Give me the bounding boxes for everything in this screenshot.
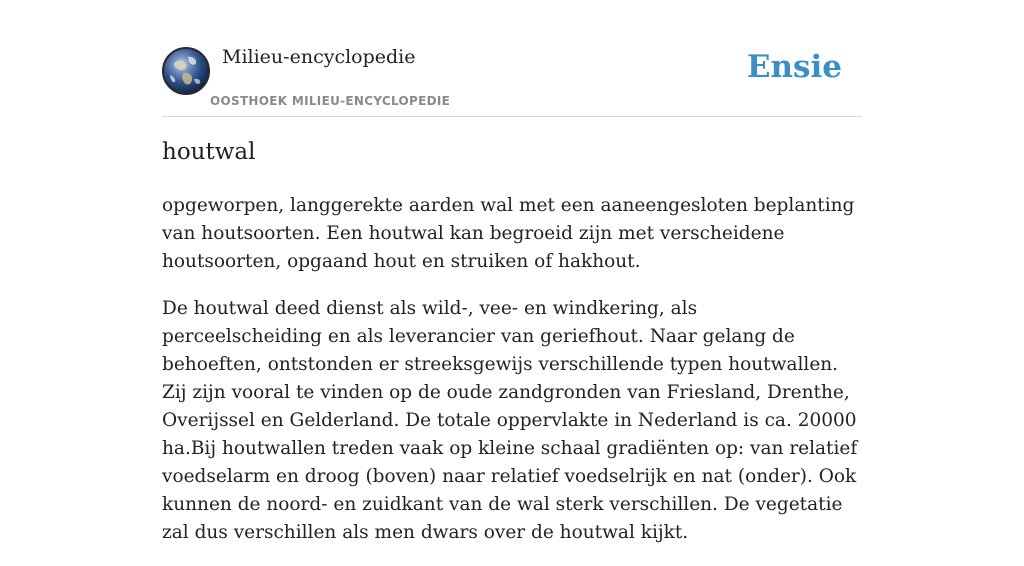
article-paragraph: De houtwal deed dienst als wild-, vee- en windkering, als perceelscheiding en als leverancier van geriefhout. Naar gelang de behoeften, ontstonden er streeksgewijs verschillende typen houtwallen. Zij zijn vooral te vinden op de oude zandgronden van Friesland, Drenthe, Overijssel en Gelderland. De totale oppervlakte in Nederland is ca. 20000 ha.Bij houtwallen treden vaak op kleine schaal gradiënten op: van relatief voedselarm en droog (boven) naar relatief voedselrijk en nat (onder). Ook kunnen de noord- en zuidkant van de wal sterk verschillen. De vegetatie zal dus verschillen als men dwars over de houtwal kijkt. — [162, 298, 858, 543]
site-subtitle[interactable]: OOSTHOEK MILIEU-ENCYCLOPEDIE — [210, 94, 451, 108]
article-title: houtwal — [162, 139, 256, 165]
brand-logo[interactable]: Ensie — [746, 49, 842, 85]
article-paragraph: opgeworpen, langgerekte aarden wal met een aaneengesloten beplanting van houtsoorten. Een houtwal kan begroeid zijn met verscheidene houtsoorten, opgaand hout en struiken of hakhout. — [162, 195, 855, 272]
globe-icon[interactable] — [162, 47, 210, 95]
site-title[interactable]: Milieu-encyclopedie — [222, 46, 416, 68]
article-body — [162, 192, 862, 566]
site-header — [162, 44, 862, 117]
